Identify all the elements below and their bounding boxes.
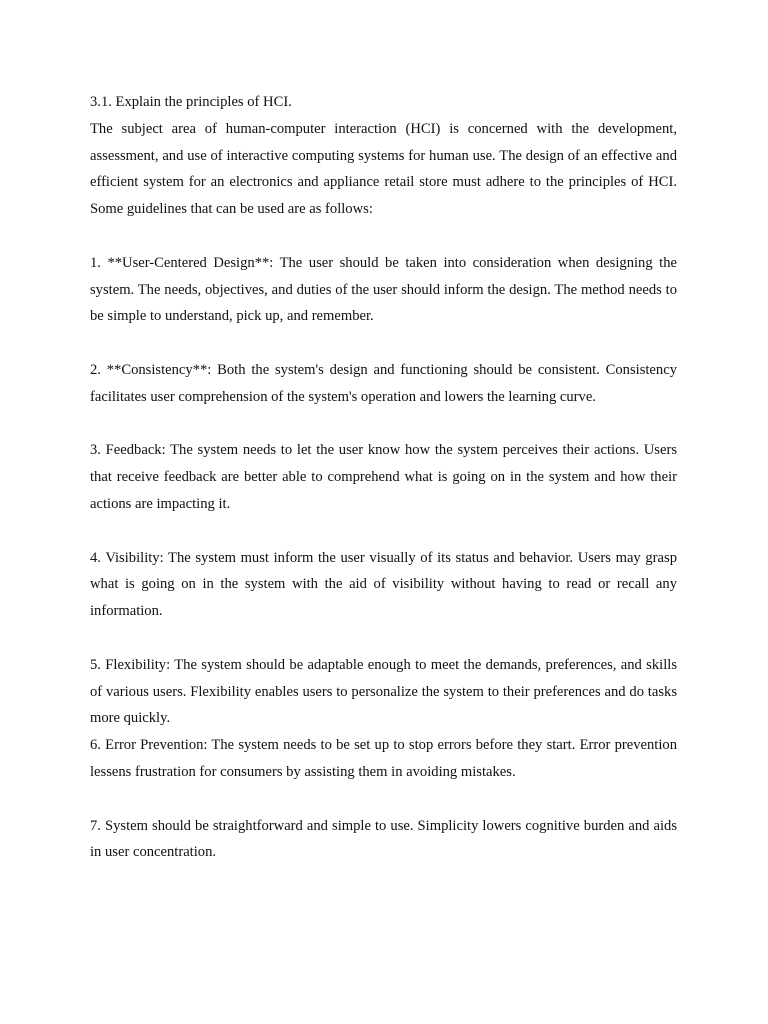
paragraph-spacer <box>90 223 677 250</box>
principle-user-centered-design: 1. **User-Centered Design**: The user should be taken into consideration when designing the system. The needs, objectives, and duties of the user should inform the design. The method needs to be simple to understand, pick up, and remember. <box>90 254 677 325</box>
principle-consistency: 2. **Consistency**: Both the system's design and functioning should be consistent. Consistency facilitates user comprehension of the system's operation and lowers the learning curve. <box>90 361 677 405</box>
principle-feedback: 3. Feedback: The system needs to let the user know how the system perceives their actions. Users that receive feedback are better able to comprehend what is going on in the system and how their actions are impacting it. <box>90 442 677 512</box>
paragraph-spacer <box>90 330 677 357</box>
principle-flexibility: 5. Flexibility: The system should be adaptable enough to meet the demands, preferences, and skills of various users. Flexibility enables users to personalize the system to their preferences and do tasks more quickly. <box>90 656 677 727</box>
principle-error-prevention: 6. Error Prevention: The system needs to be set up to stop errors before they start. Error prevention lessens frustration for consumers by assisting them in avoiding mistakes. <box>90 737 677 780</box>
paragraph-spacer <box>90 518 677 545</box>
paragraph-spacer <box>90 625 677 652</box>
document-page <box>90 89 677 866</box>
principle-visibility: 4. Visibility: The system must inform the user visually of its status and behavior. Users may grasp what is going on in the system with the aid of visibility without having to read or recall any information. <box>90 549 677 620</box>
intro-paragraph: The subject area of human-computer interaction (HCI) is concerned with the development, assessment, and use of interactive computing systems for human use. The design of an effective and efficient system for an electronics and appliance retail store must adhere to the principles of HCI. Some guidelines that can be used are as follows: <box>90 120 677 218</box>
paragraph-spacer <box>90 411 677 438</box>
question-heading: 3.1. Explain the principles of HCI. <box>90 94 292 110</box>
principle-simplicity: 7. System should be straightforward and simple to use. Simplicity lowers cognitive burden and aids in user concentration. <box>90 817 677 861</box>
paragraph-spacer <box>90 786 677 813</box>
